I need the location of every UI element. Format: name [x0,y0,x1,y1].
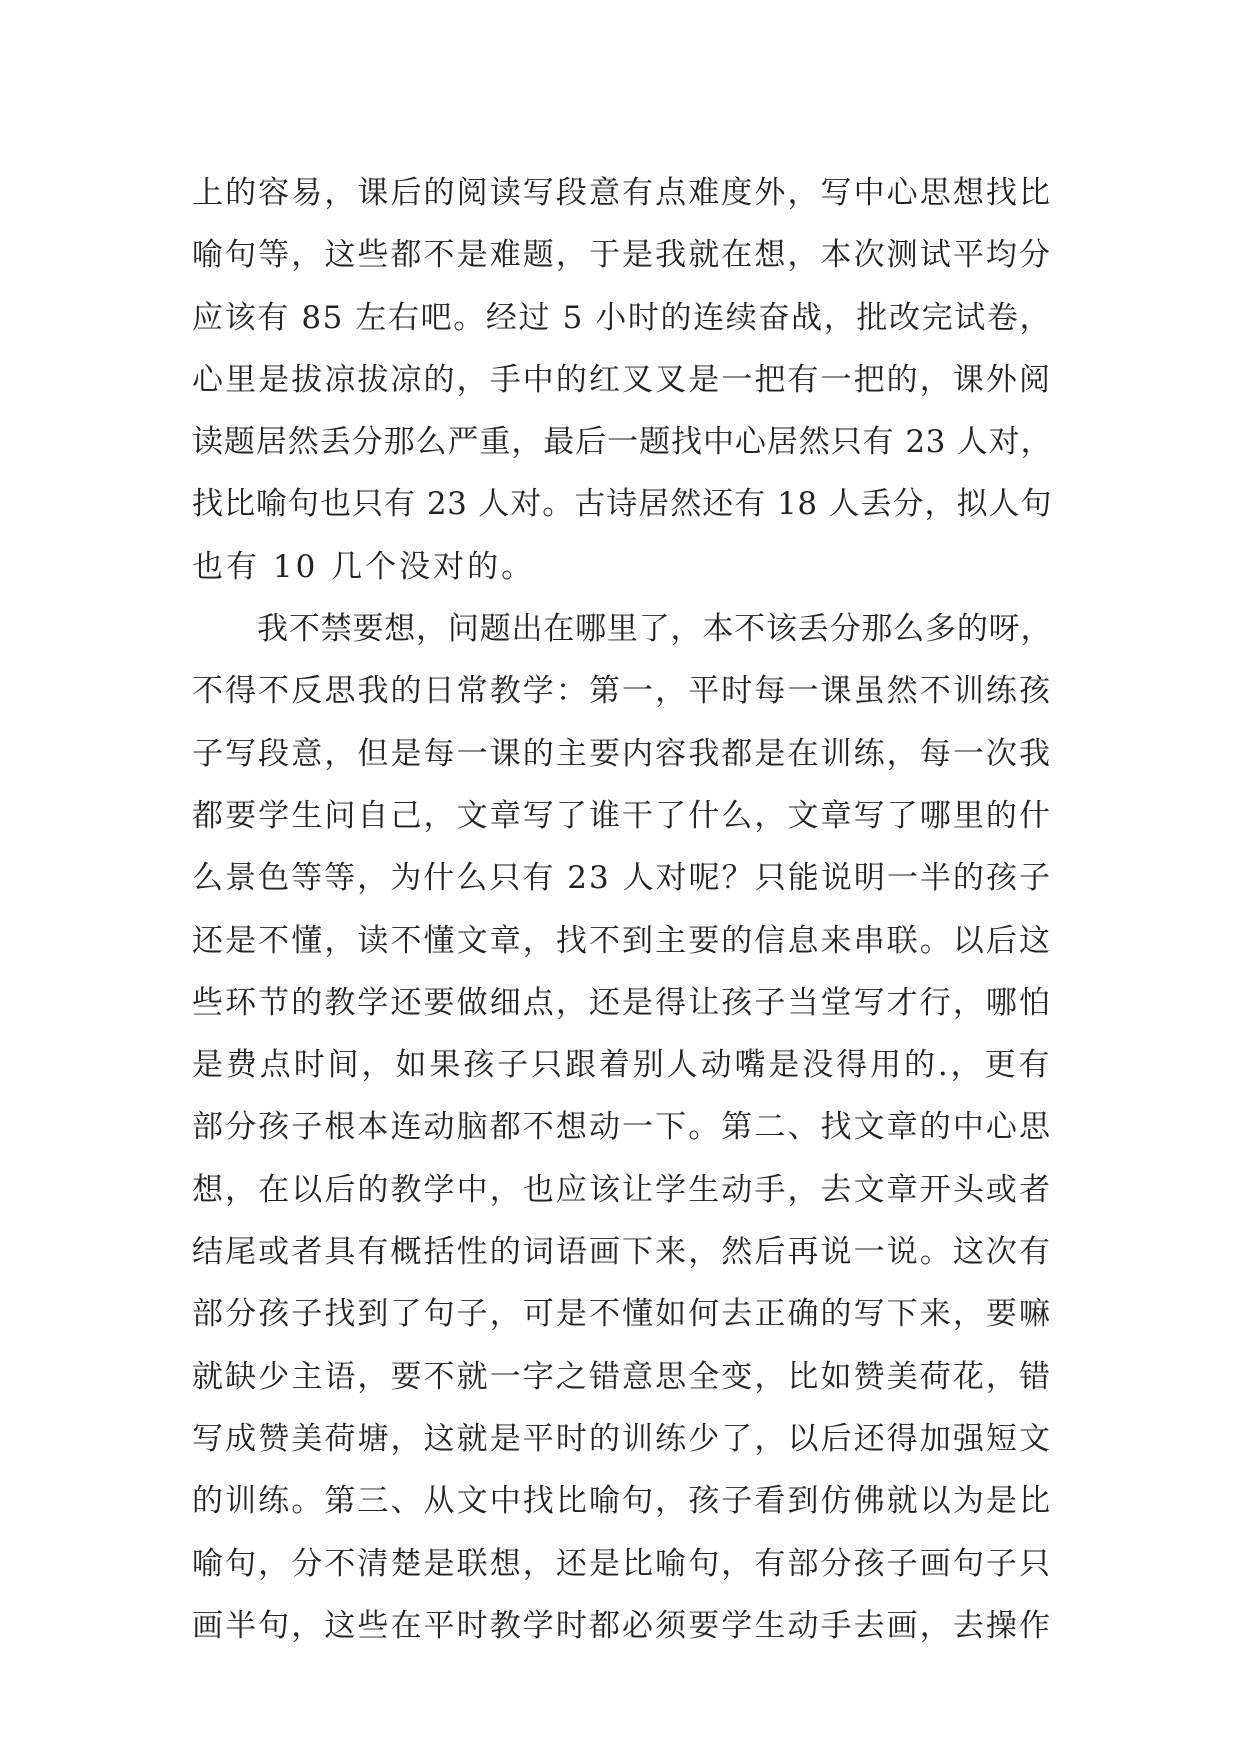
document-body [192,162,1052,1657]
text-line: 读题居然丢分那么严重，最后一题找中心居然只有 23 人对， [192,424,1052,461]
text-line: 部分孩子根本连动脑都不想动一下。第二、找文章的中心思 [192,1109,1052,1146]
text-line: 想，在以后的教学中，也应该让学生动手，去文章开头或者 [192,1171,1052,1208]
text-line: 画半句，这些在平时教学时都必须要学生动手去画，去操作 [192,1607,1052,1644]
text-line: 子写段意，但是每一课的主要内容我都是在训练，每一次我 [192,735,1052,772]
text-line: 找比喻句也只有 23 人对。古诗居然还有 18 人丢分，拟人句 [192,486,1052,523]
text-line: 结尾或者具有概括性的词语画下来，然后再说一说。这次有 [192,1234,1052,1271]
text-line: 还是不懂，读不懂文章，找不到主要的信息来串联。以后这 [192,922,1052,959]
text-line: 喻句等，这些都不是难题，于是我就在想，本次测试平均分 [192,237,1052,274]
text-line: 的训练。第三、从文中找比喻句，孩子看到仿佛就以为是比 [192,1483,1052,1520]
text-line: 应该有 85 左右吧。经过 5 小时的连续奋战，批改完试卷， [192,299,1052,336]
text-line: 喻句，分不清楚是联想，还是比喻句，有部分孩子画句子只 [192,1545,1052,1582]
text-line: 我不禁要想，问题出在哪里了，本不该丢分那么多的呀， [257,611,1052,648]
text-line: 写成赞美荷塘，这就是平时的训练少了，以后还得加强短文 [192,1420,1052,1457]
text-line: 是费点时间，如果孩子只跟着别人动嘴是没得用的.，更有 [192,1047,1052,1084]
text-line: 上的容易，课后的阅读写段意有点难度外，写中心思想找比 [192,175,1052,211]
text-line: 么景色等等，为什么只有 23 人对呢？只能说明一半的孩子 [192,860,1052,897]
text-line: 些环节的教学还要做细点，还是得让孩子当堂写才行，哪怕 [192,984,1052,1021]
text-line: 就缺少主语，要不就一字之错意思全变，比如赞美荷花，错 [192,1358,1052,1395]
text-line: 不得不反思我的日常教学：第一，平时每一课虽然不训练孩 [192,673,1052,710]
text-line: 心里是拔凉拔凉的，手中的红叉叉是一把有一把的，课外阅 [192,361,1052,398]
text-line: 都要学生问自己，文章写了谁干了什么，文章写了哪里的什 [192,797,1052,834]
text-line: 部分孩子找到了句子，可是不懂如何去正确的写下来，要嘛 [192,1296,1052,1333]
text-line: 也有 10 几个没对的。 [192,548,536,585]
